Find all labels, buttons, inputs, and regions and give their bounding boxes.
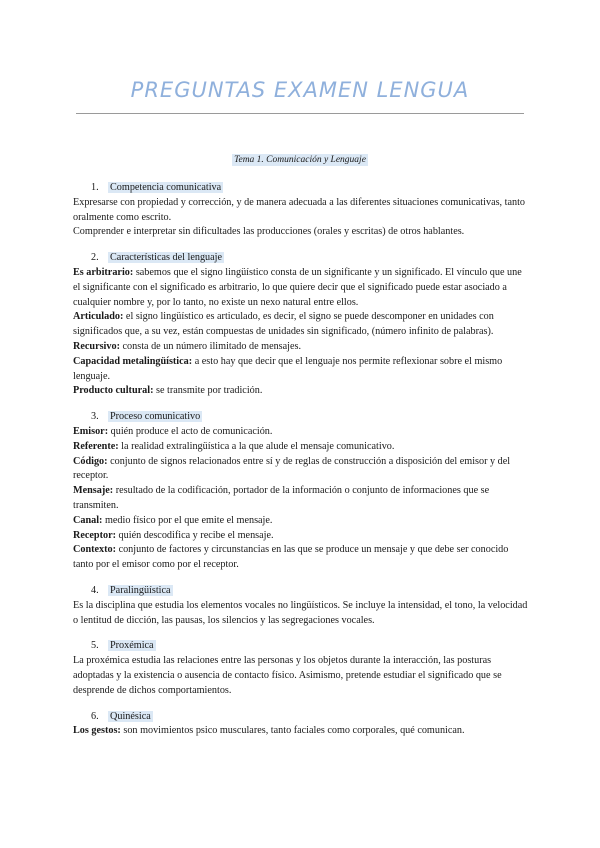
section bbox=[73, 639, 531, 698]
paragraph bbox=[73, 340, 531, 355]
section-heading-text: Proxémica bbox=[110, 640, 154, 652]
term-label: Referente: bbox=[73, 440, 119, 452]
section-heading-text: Paralingüística bbox=[110, 584, 171, 596]
paragraph-text: quién descodifica y recibe el mensaje. bbox=[116, 529, 274, 541]
paragraph bbox=[73, 384, 531, 399]
paragraph bbox=[73, 425, 531, 440]
topic-heading-text: Tema 1. Comunicación y Lenguaje bbox=[234, 155, 366, 165]
paragraph-text: se transmite por tradición. bbox=[153, 385, 263, 397]
paragraph bbox=[73, 355, 531, 385]
paragraph bbox=[73, 310, 531, 340]
paragraph-text: a esto hay que decir que el lenguaje nos permite reflexionar sobre el mismo lenguaje. bbox=[73, 355, 503, 382]
paragraph-text: medio físico por el que emite el mensaje. bbox=[102, 514, 273, 526]
section bbox=[73, 584, 531, 628]
section-heading bbox=[73, 251, 531, 266]
term-label: Producto cultural: bbox=[73, 385, 154, 397]
section-heading-text: Competencia comunicativa bbox=[110, 182, 222, 193]
section-number: 6. bbox=[91, 710, 99, 722]
section-heading-text: Proceso comunicativo bbox=[110, 411, 201, 423]
section-number: 1. bbox=[91, 182, 99, 193]
paragraph-text: La proxémica estudia las relaciones entre las personas y los objetos durante la interacción, las posturas adoptadas y la existencia o ausencia de contacto físico. Asimismo, pretende estudiar el significado que se desprende de dichos comportamientos. bbox=[73, 655, 502, 696]
paragraph-text: la realidad extralingüística a la que alude el mensaje comunicativo. bbox=[118, 440, 395, 452]
paragraph-text: quién produce el acto de comunicación. bbox=[108, 425, 273, 437]
section-heading bbox=[73, 639, 531, 654]
section-number: 4. bbox=[91, 584, 99, 596]
section-heading bbox=[73, 584, 531, 599]
paragraph-text: son movimientos psico musculares, tanto faciales como corporales, qué comunican. bbox=[120, 725, 465, 737]
term-label: Contexto: bbox=[73, 544, 117, 556]
topic-heading bbox=[0, 155, 600, 165]
term-label: Articulado: bbox=[73, 311, 124, 323]
term-label: Emisor: bbox=[73, 425, 109, 437]
section bbox=[73, 410, 531, 573]
document-title: PREGUNTAS EXAMEN LENGUA bbox=[130, 78, 470, 102]
paragraph bbox=[73, 225, 531, 240]
paragraph bbox=[73, 654, 531, 698]
term-label: Recursivo: bbox=[73, 340, 120, 352]
term-label: Mensaje: bbox=[73, 485, 114, 497]
paragraph-text: Expresarse con propiedad y corrección, y de manera adecuada a las diferentes situaciones comunicativas, tanto oralmente como escrito. bbox=[73, 196, 526, 223]
paragraph bbox=[73, 599, 531, 629]
section-number: 2. bbox=[91, 252, 99, 264]
paragraph bbox=[73, 196, 531, 226]
term-label: Código: bbox=[73, 455, 108, 467]
paragraph bbox=[73, 455, 531, 485]
term-label: Es arbitrario: bbox=[73, 266, 134, 278]
paragraph-text: sabemos que el signo lingüístico consta de un significante y un significado. El vínculo que une el significante con el significado es arbitrario, lo que quiere decir que el significado puede estar asociado a cualquier nombre y, por lo tanto, no existe un nexo natural entre ellos. bbox=[73, 266, 522, 308]
section-number: 3. bbox=[91, 411, 99, 423]
paragraph-text: Comprender e interpretar sin dificultades las producciones (orales y escritas) de otros hablantes. bbox=[73, 226, 465, 238]
section-heading-text: Quinésica bbox=[110, 710, 151, 722]
title-divider bbox=[76, 113, 524, 114]
paragraph-text: conjunto de factores y circunstancias en las que se produce un mensaje y que debe ser conocido tanto por el emisor como por el receptor. bbox=[73, 544, 509, 571]
section-heading bbox=[73, 181, 531, 196]
paragraph-text: consta de un número ilimitado de mensajes. bbox=[119, 340, 302, 352]
paragraph bbox=[73, 484, 531, 514]
paragraph bbox=[73, 440, 531, 455]
paragraph-text: conjunto de signos relacionados entre sí y de reglas de construcción a disposición del emisor y del receptor. bbox=[73, 455, 511, 482]
section bbox=[73, 251, 531, 399]
term-label: Capacidad metalingüística: bbox=[73, 355, 193, 367]
paragraph bbox=[73, 266, 531, 310]
section-number: 5. bbox=[91, 640, 99, 652]
paragraph-text: el signo lingüístico es articulado, es decir, el signo se puede descomponer en unidades con significados que, a su vez, están compuestas de unidades sin significado, (número infinito de palabras). bbox=[73, 311, 494, 338]
term-label: Los gestos: bbox=[73, 725, 121, 737]
section-heading bbox=[73, 410, 531, 425]
section-heading bbox=[73, 710, 531, 725]
paragraph-text: resultado de la codificación, portador de la información o conjunto de informaciones que se transmiten. bbox=[73, 485, 490, 511]
paragraph bbox=[73, 724, 531, 739]
paragraph bbox=[73, 514, 531, 529]
document-body bbox=[73, 181, 531, 750]
paragraph bbox=[73, 543, 531, 573]
paragraph-text: Es la disciplina que estudia los elementos vocales no lingüísticos. Se incluye la intensidad, el tono, la velocidad o lentitud de dicción, las pausas, los silencios y las segregaciones vocales. bbox=[73, 599, 528, 626]
section bbox=[73, 710, 531, 740]
section bbox=[73, 181, 531, 240]
section-heading-text: Características del lenguaje bbox=[110, 252, 223, 264]
paragraph bbox=[73, 529, 531, 544]
term-label: Receptor: bbox=[73, 529, 116, 541]
term-label: Canal: bbox=[73, 514, 103, 526]
